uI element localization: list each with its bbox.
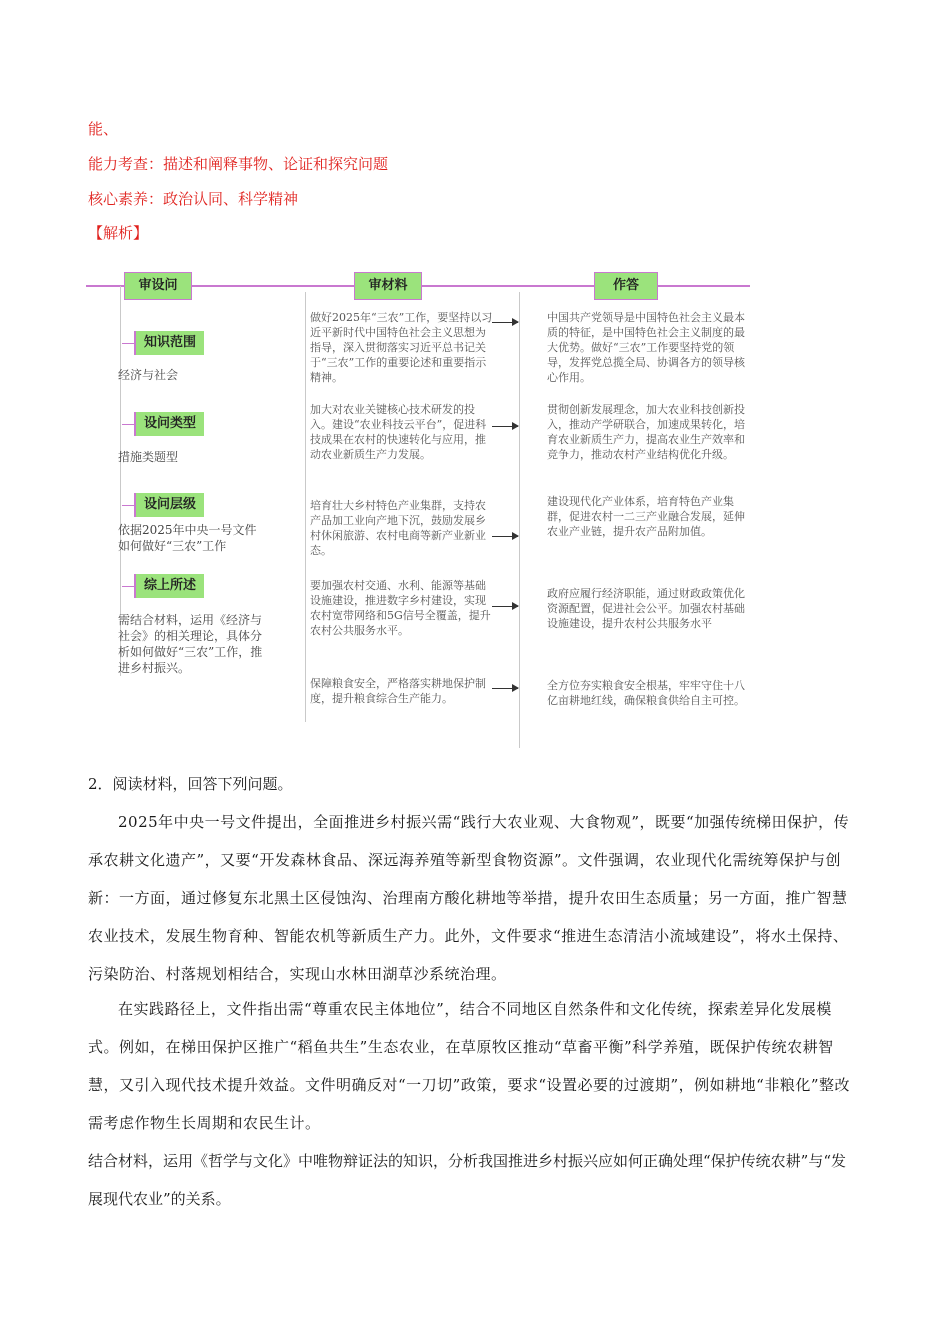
knowledge-scope-text: 经济与社会	[118, 368, 179, 382]
answer-item: 建设现代化产业体系，培育特色产业集群，促进农村一二三产业融合发展，延伸农业产业链，提升农产品附加值。	[547, 495, 745, 538]
material-item: 保障粮食安全，严格落实耕地保护制度，提升粮食综合生产能力。	[310, 677, 486, 705]
answer-item: 贯彻创新发展理念，加大农业科技创新投入，推动产学研联合，加速成果转化，培育农业新质生产力，提高农业生产效率和竞争力，推动农村产业结构优化升级。	[547, 403, 745, 461]
right-vertical-line	[519, 292, 520, 748]
material-item: 做好2025年“三农”工作，要坚持以习近平新时代中国特色社会主义思想为指导，深入贯彻落实习近平总书记关于“三农”工作的重要论述和重要指示精神。	[310, 311, 493, 384]
question-type-text: 措施类题型	[118, 450, 179, 464]
answer-item: 全方位夯实粮食安全根基，牢牢守住十八亿亩耕地红线，确保粮食供给自主可控。	[547, 679, 745, 707]
answer-item: 中国共产党领导是中国特色社会主义最本质的特征，是中国特色社会主义制度的最大优势。做好“三农”工作要坚持党的领导，发挥党总揽全局、协调各方的领导核心作用。	[547, 311, 745, 384]
analysis-diagram	[86, 262, 750, 750]
material-item: 要加强农村交通、水利、能源等基础设施建设，推进数字乡村建设，实现农村宽带网络和5G信号全覆盖，提升农村公共服务水平。	[310, 579, 491, 637]
question-number: 2．阅读材料，回答下列问题。	[88, 775, 293, 793]
analysis-label: 【解析】	[88, 224, 149, 242]
middle-vertical-line	[305, 292, 306, 722]
ability-assessment: 能力考查：描述和阐释事物、论证和探究问题	[88, 155, 389, 173]
header-answer: 作答	[594, 272, 658, 300]
tag-question-type: 设问类型	[134, 412, 204, 436]
summary-text: 需结合材料，运用《经济与社会》的相关理论，具体分析如何做好“三农”工作，推进乡村振兴。	[118, 613, 263, 675]
material-paragraph-2: 在实践路径上，文件指出需“尊重农民主体地位”，结合不同地区自然条件和文化传统，探索差异化发展模式。例如，在梯田保护区推广“稻鱼共生”生态农业，在草原牧区推动“草畜平衡”科学养殖，既保护传统农耕智慧，又引入现代技术提升效益。文件明确反对“一刀切”政策，要求“设置必要的过渡期”，例如耕地“非粮化”整改需考虑作物生长周期和农民生计。	[88, 1000, 851, 1132]
arrow-right-icon	[492, 322, 518, 323]
tag-summary: 综上所述	[134, 574, 204, 598]
arrow-right-icon	[492, 536, 518, 537]
question-level-text: 依据2025年中央一号文件如何做好“三农”工作	[118, 523, 257, 553]
arrow-right-icon	[492, 606, 518, 607]
question-prompt: 结合材料，运用《哲学与文化》中唯物辩证法的知识，分析我国推进乡村振兴应如何正确处理“保护传统农耕”与“发展现代农业”的关系。	[88, 1152, 847, 1208]
header-question: 审设问	[124, 272, 192, 300]
arrow-right-icon	[492, 426, 518, 427]
header-material: 审材料	[354, 272, 422, 300]
material-paragraph-1: 2025年中央一号文件提出，全面推进乡村振兴需“践行大农业观、大食物观”，既要“加强传统梯田保护，传承农耕文化遗产”，又要“开发森林食品、深远海养殖等新型食物资源”。文件强调，农业现代化需统筹保护与创新：一方面，通过修复东北黑土区侵蚀沟、治理南方酸化耕地等举措，提升农田生态质量；另一方面，推广智慧农业技术，发展生物育种、智能农机等新质生产力。此外，文件要求“推进生态清洁小流域建设”，将水土保持、污染防治、村落规划相结合，实现山水林田湖草沙系统治理。	[88, 813, 850, 983]
text-line-1: 能、	[88, 120, 119, 138]
answer-item: 政府应履行经济职能，通过财政政策优化资源配置，促进社会公平。加强农村基础设施建设，提升农村公共服务水平	[547, 587, 745, 630]
arrow-right-icon	[492, 688, 518, 689]
tag-knowledge-scope: 知识范围	[134, 331, 204, 355]
tag-question-level: 设问层级	[134, 493, 204, 517]
material-item: 加大对农业关键核心技术研发的投入。建设“农业科技云平台”，促进科技成果在农村的快速转化与应用，推动农业新质生产力发展。	[310, 403, 487, 461]
material-item: 培育壮大乡村特色产业集群，支持农产品加工业向产地下沉，鼓励发展乡村休闲旅游、农村电商等新产业新业态。	[310, 499, 486, 557]
core-literacy: 核心素养：政治认同、科学精神	[88, 190, 299, 208]
